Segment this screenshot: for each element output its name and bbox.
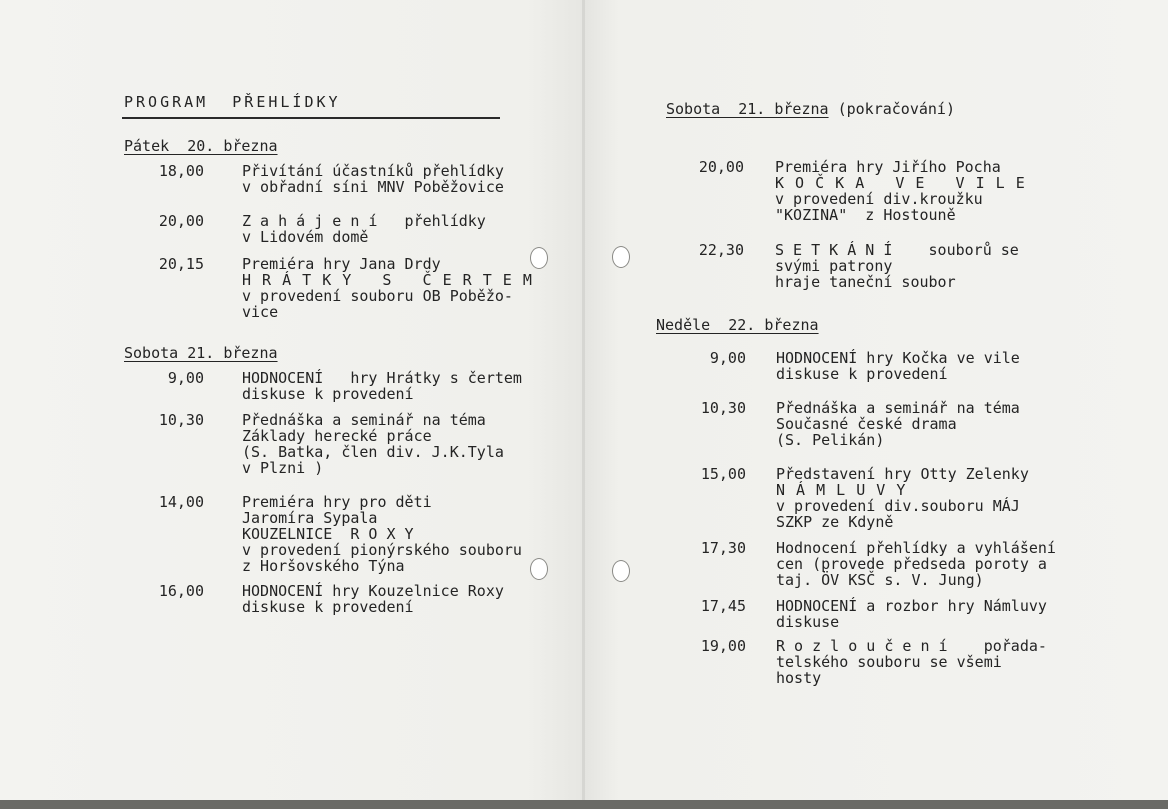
punch-hole — [530, 558, 548, 580]
event-line: Základy herecké práce — [242, 427, 432, 445]
program-title: PROGRAM PŘEHLÍDKY — [124, 93, 341, 111]
event-line: KOUZELNICE R O X Y — [242, 525, 414, 543]
event-time: 10,30 — [700, 399, 746, 417]
event-line: cen (provede předseda poroty a — [776, 555, 1047, 573]
event-line: v provedení div.souboru MÁJ — [776, 497, 1020, 515]
event-line: R o z l o u č e n í pořada- — [776, 637, 1047, 655]
event-line: telského souboru se všemi — [776, 653, 1002, 671]
sunday-heading: Neděle 22. března — [656, 316, 819, 334]
event-line: vice — [242, 303, 279, 321]
punch-hole — [530, 247, 548, 269]
event-line: svými patrony — [775, 257, 893, 275]
event-line: diskuse k provedení — [242, 598, 414, 616]
event-time: 15,00 — [700, 465, 746, 483]
event-line: diskuse k provedení — [242, 385, 414, 403]
event-line: Přivítání účastníků přehlídky — [242, 162, 504, 180]
event-line: HODNOCENÍ hry Kočka ve vile — [776, 349, 1020, 367]
page-fold — [582, 0, 585, 809]
event-line: Premiéra hry pro děti — [242, 493, 432, 511]
event-time: 9,00 — [167, 369, 204, 387]
event-line: H R Á T K Y S Č E R T E M — [242, 271, 533, 289]
event-line: Jaromíra Sypala — [242, 509, 378, 527]
friday-heading: Pátek 20. března — [124, 137, 278, 155]
event-line: diskuse k provedení — [776, 365, 948, 383]
event-time: 14,00 — [158, 493, 204, 511]
event-line: hosty — [776, 669, 822, 687]
event-time: 9,00 — [709, 349, 746, 367]
saturday-heading: Sobota 21. března — [124, 344, 278, 362]
event-line: v provedení div.kroužku — [775, 190, 983, 208]
event-time: 20,00 — [158, 212, 204, 230]
event-line: v Lidovém domě — [242, 228, 369, 246]
punch-hole — [612, 560, 630, 582]
event-line: HODNOCENÍ a rozbor hry Námluvy — [776, 597, 1047, 615]
event-line: taj. ÖV KSČ s. V. Jung) — [776, 571, 984, 589]
event-time: 20,15 — [158, 255, 204, 273]
event-line: v Plzni ) — [242, 459, 324, 477]
event-line: Přednáška a seminář na téma — [776, 399, 1020, 417]
scan-bottom-edge — [0, 800, 1168, 809]
event-time: 20,00 — [698, 158, 744, 176]
event-line: HODNOCENÍ hry Hrátky s čertem — [242, 369, 522, 387]
event-line: diskuse — [776, 613, 840, 631]
event-line: "KOZINA" z Hostouně — [775, 206, 956, 224]
event-line: Hodnocení přehlídky a vyhlášení — [776, 539, 1056, 557]
event-time: 18,00 — [158, 162, 204, 180]
event-line: hraje taneční soubor — [775, 273, 956, 291]
saturday-cont-suffix: (pokračování) — [837, 100, 955, 118]
event-line: Přednáška a seminář na téma — [242, 411, 486, 429]
event-time: 19,00 — [700, 637, 746, 655]
title-rule — [122, 117, 500, 119]
event-line: (S. Batka, člen div. J.K.Tyla — [242, 443, 504, 461]
event-line: (S. Pelikán) — [776, 431, 885, 449]
event-line: Premiéra hry Jiřího Pocha — [775, 158, 1001, 176]
punch-hole — [612, 246, 630, 268]
event-line: Představení hry Otty Zelenky — [776, 465, 1029, 483]
event-time: 17,30 — [700, 539, 746, 557]
event-line: N Á M L U V Y — [776, 481, 907, 499]
event-line: v provedení souboru OB Poběžo- — [242, 287, 513, 305]
event-line: v provedení pionýrského souboru — [242, 541, 522, 559]
event-time: 10,30 — [158, 411, 204, 429]
event-time: 16,00 — [158, 582, 204, 600]
event-line: Premiéra hry Jana Drdy — [242, 255, 441, 273]
event-time: 17,45 — [700, 597, 746, 615]
event-line: Z a h á j e n í přehlídky — [242, 212, 486, 230]
event-line: HODNOCENÍ hry Kouzelnice Roxy — [242, 582, 504, 600]
event-line: v obřadní síni MNV Poběžovice — [242, 178, 504, 196]
event-time: 22,30 — [698, 241, 744, 259]
event-line: S E T K Á N Í souborů se — [775, 241, 1019, 259]
event-line: z Horšovského Týna — [242, 557, 405, 575]
event-line: SZKP ze Kdyně — [776, 513, 894, 531]
event-line: K O Č K A V E V I L E — [775, 174, 1026, 192]
saturday-cont-heading: Sobota 21. března — [666, 100, 829, 118]
event-line: Současné české drama — [776, 415, 957, 433]
saturday-cont-heading-row — [666, 101, 955, 117]
